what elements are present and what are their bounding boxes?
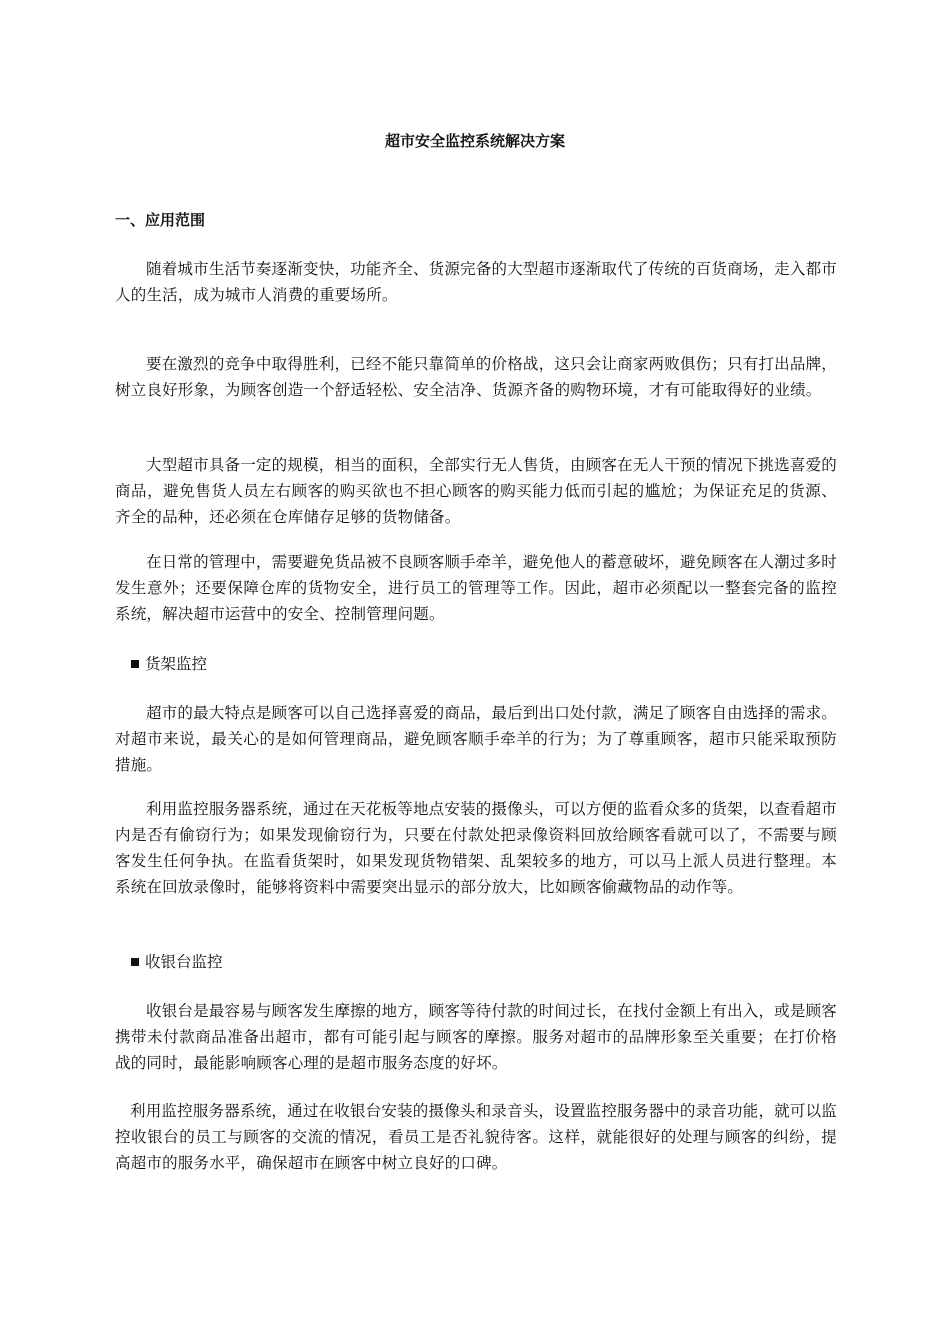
paragraph-1: 随着城市生活节奏逐渐变快，功能齐全、货源完备的大型超市逐渐取代了传统的百货商场，走入都市人的生活，成为城市人消费的重要场所。	[115, 260, 837, 304]
bullet-checkout-monitoring	[131, 951, 223, 973]
paragraph-4: 在日常的管理中，需要避免货品被不良顾客顺手牵羊，避免他人的蓄意破坏，避免顾客在人潮过多时发生意外；还要保障仓库的货物安全，进行员工的管理等工作。因此，超市必须配以一整套完备的监控系统，解决超市运营中的安全、控制管理问题。	[115, 553, 837, 623]
paragraph-7: 收银台是最容易与顾客发生摩擦的地方，顾客等待付款的时间过长，在找付金额上有出入，或是顾客携带未付款商品准备出超市，都有可能引起与顾客的摩擦。服务对超市的品牌形象至关重要；在打价格战的同时，最能影响顾客心理的是超市服务态度的好坏。	[115, 1002, 837, 1072]
paragraph-2: 要在激烈的竞争中取得胜利，已经不能只靠简单的价格战，这只会让商家两败俱伤；只有打出品牌，树立良好形象，为顾客创造一个舒适轻松、安全洁净、货源齐备的购物环境，才有可能取得好的业绩。	[115, 355, 837, 399]
paragraph-8: 利用监控服务器系统，通过在收银台安装的摄像头和录音头，设置监控服务器中的录音功能，就可以监控收银台的员工与顾客的交流的情况，看员工是否礼貌待客。这样，就能很好的处理与顾客的纠纷，提高超市的服务水平，确保超市在顾客中树立良好的口碑。	[115, 1102, 837, 1172]
section-heading: 一、应用范围	[115, 211, 206, 229]
square-bullet-icon	[131, 660, 139, 668]
document-title: 超市安全监控系统解决方案	[384, 132, 565, 150]
paragraph-3: 大型超市具备一定的规模，相当的面积，全部实行无人售货，由顾客在无人干预的情况下挑选喜爱的商品，避免售货人员左右顾客的购买欲也不担心顾客的购买能力低而引起的尴尬；为保证充足的货源、齐全的品种，还必须在仓库储存足够的货物储备。	[115, 456, 837, 526]
square-bullet-icon	[131, 958, 139, 966]
paragraph-6: 利用监控服务器系统，通过在天花板等地点安装的摄像头，可以方便的监看众多的货架，以查看超市内是否有偷窃行为；如果发现偷窃行为，只要在付款处把录像资料回放给顾客看就可以了，不需要与顾客发生任何争执。在监看货架时，如果发现货物错架、乱架较多的地方，可以马上派人员进行整理。本系统在回放录像时，能够将资料中需要突出显示的部分放大，比如顾客偷藏物品的动作等。	[115, 800, 837, 896]
bullet-label: 货架监控	[145, 655, 208, 673]
bullet-shelf-monitoring	[131, 653, 207, 675]
paragraph-5: 超市的最大特点是顾客可以自己选择喜爱的商品，最后到出口处付款，满足了顾客自由选择的需求。对超市来说，最关心的是如何管理商品，避免顾客顺手牵羊的行为；为了尊重顾客，超市只能采取预防措施。	[115, 704, 837, 774]
bullet-label: 收银台监控	[145, 953, 223, 971]
